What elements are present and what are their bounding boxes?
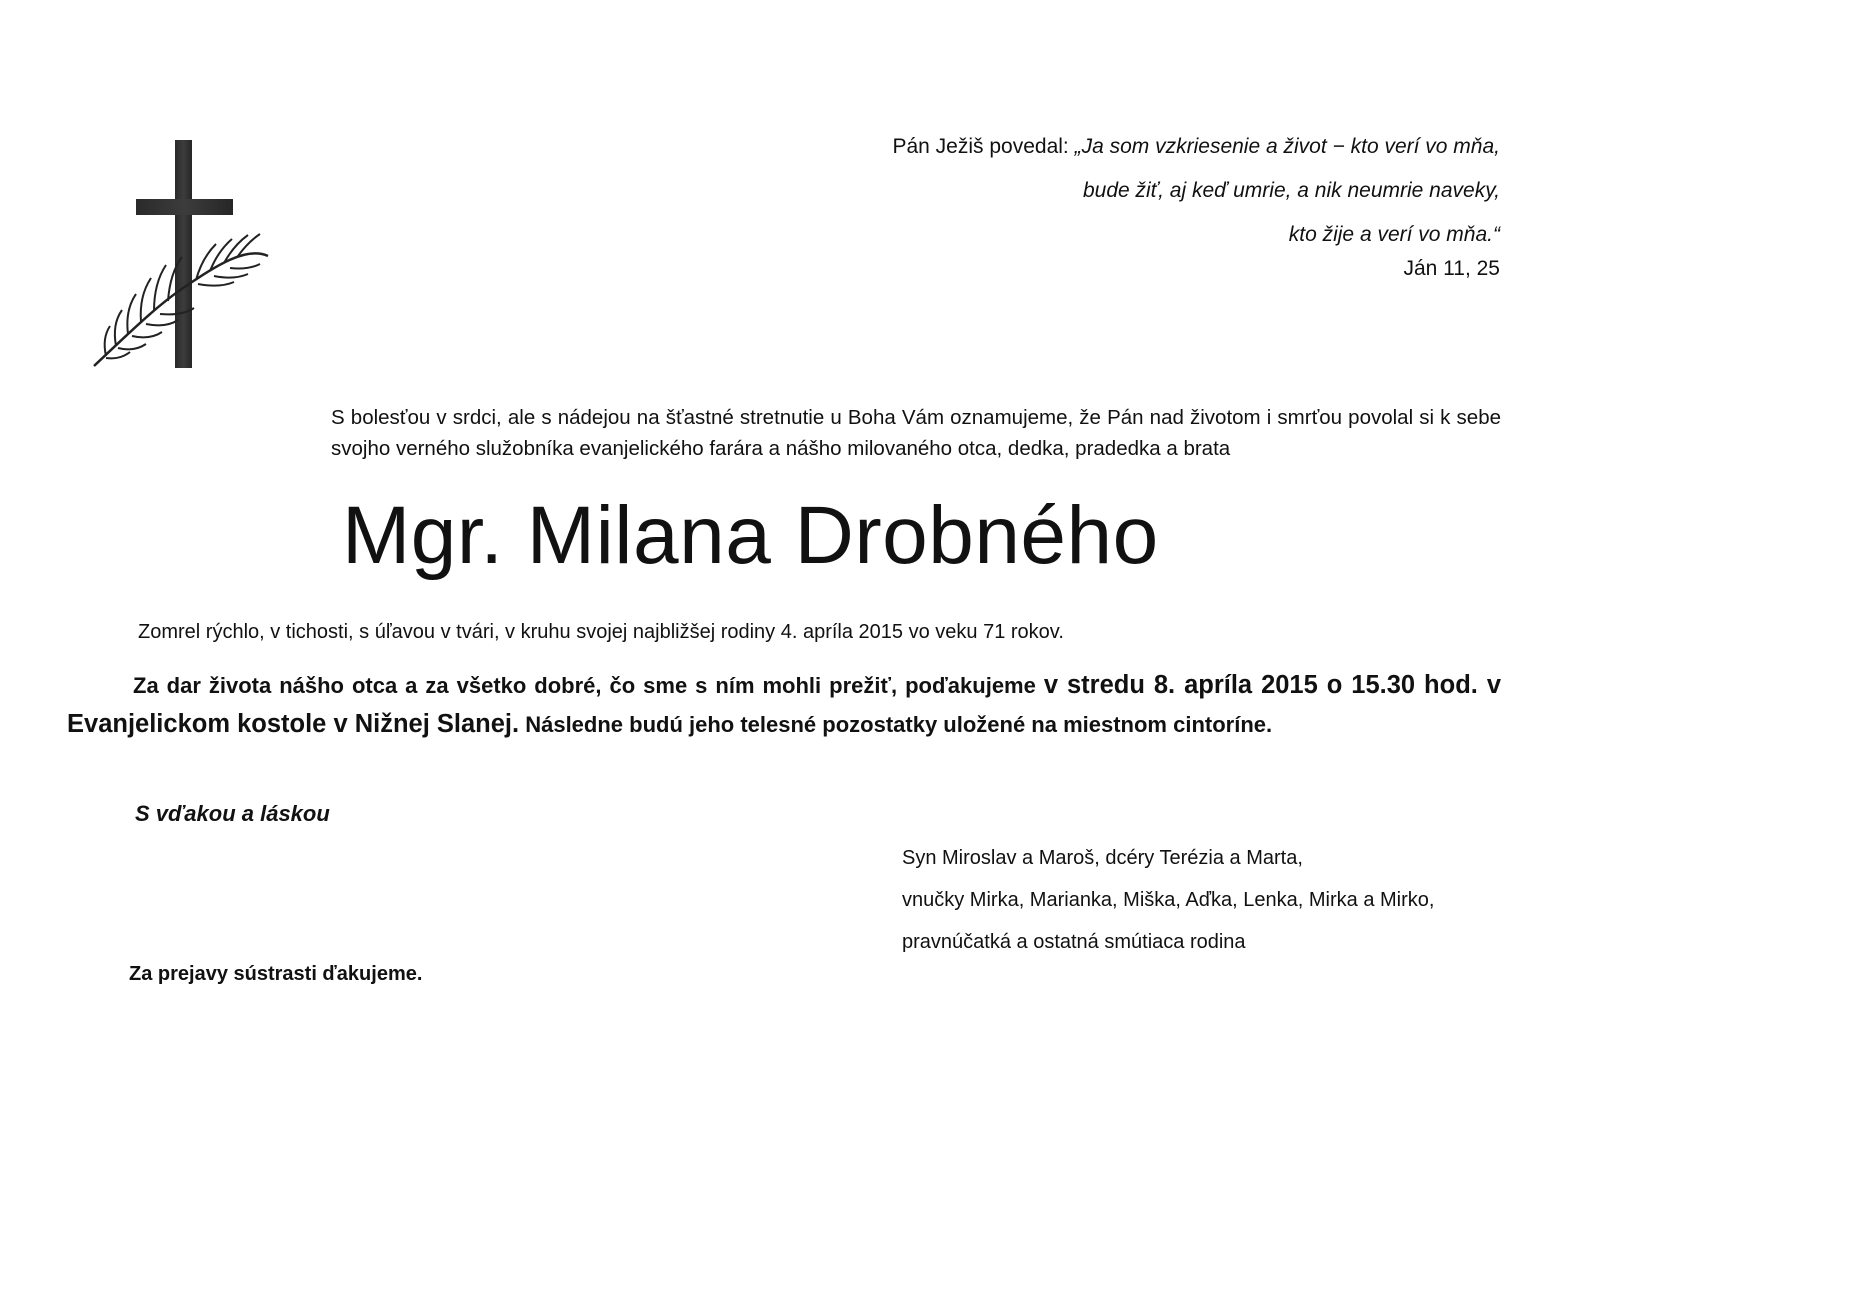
quote-reference: Ján 11, 25 — [1403, 257, 1500, 280]
closing-phrase: S vďakou a láskou — [135, 801, 330, 826]
funeral-date-place: v stredu 8. apríla 2015 o 15.30 hod. v Evanjelickom kostole v Nižnej Slanej. — [67, 671, 1501, 738]
quote-text-1: „Ja som vzkriesenie a život − kto verí vo mňa, — [1074, 135, 1500, 158]
death-notice: Zomrel rýchlo, v tichosti, s úľavou v tvári, v kruhu svojej najbližšej rodiny 4. apríla 2015 vo veku 71 rokov. — [138, 621, 1064, 643]
quote-line-3: kto žije a verí vo mňa.“ — [1288, 223, 1500, 246]
quote-line-2: bude žiť, aj keď umrie, a nik neumrie naveky, — [1082, 179, 1500, 202]
cross-with-palm-icon — [86, 136, 276, 376]
condolence-thanks: Za prejavy sústrasti ďakujeme. — [129, 963, 423, 985]
quote-line-1 — [780, 136, 1500, 180]
funeral-text-3: Následne budú jeho telesné pozostatky uložené na miestnom cintoríne. — [519, 712, 1273, 737]
bible-quote — [780, 136, 1500, 280]
announcement-intro: S bolesťou v srdci, ale s nádejou na šťastné stretnutie u Boha Vám oznamujeme, že Pán nad životom i smrťou povolal si k sebe svojho verného služobníka evanjelického farára a nášho milovaného otca, dedka, pradedka a brata — [331, 406, 1501, 460]
funeral-text-1: Za dar života nášho otca a za všetko dobré, čo sme s ním mohli prežiť, poďakujeme — [133, 673, 1044, 698]
family-list — [902, 848, 1434, 974]
family-line-2: vnučky Mirka, Marianka, Miška, Aďka, Lenka, Mirka a Mirko, — [902, 889, 1435, 911]
funeral-info — [67, 666, 1501, 744]
deceased-name: Mgr. Milana Drobného — [342, 490, 1159, 581]
quote-intro: Pán Ježiš povedal: — [892, 135, 1075, 158]
family-line-3: pravnúčatká a ostatná smútiaca rodina — [902, 931, 1246, 953]
family-line-1: Syn Miroslav a Maroš, dcéry Terézia a Marta, — [902, 847, 1303, 869]
